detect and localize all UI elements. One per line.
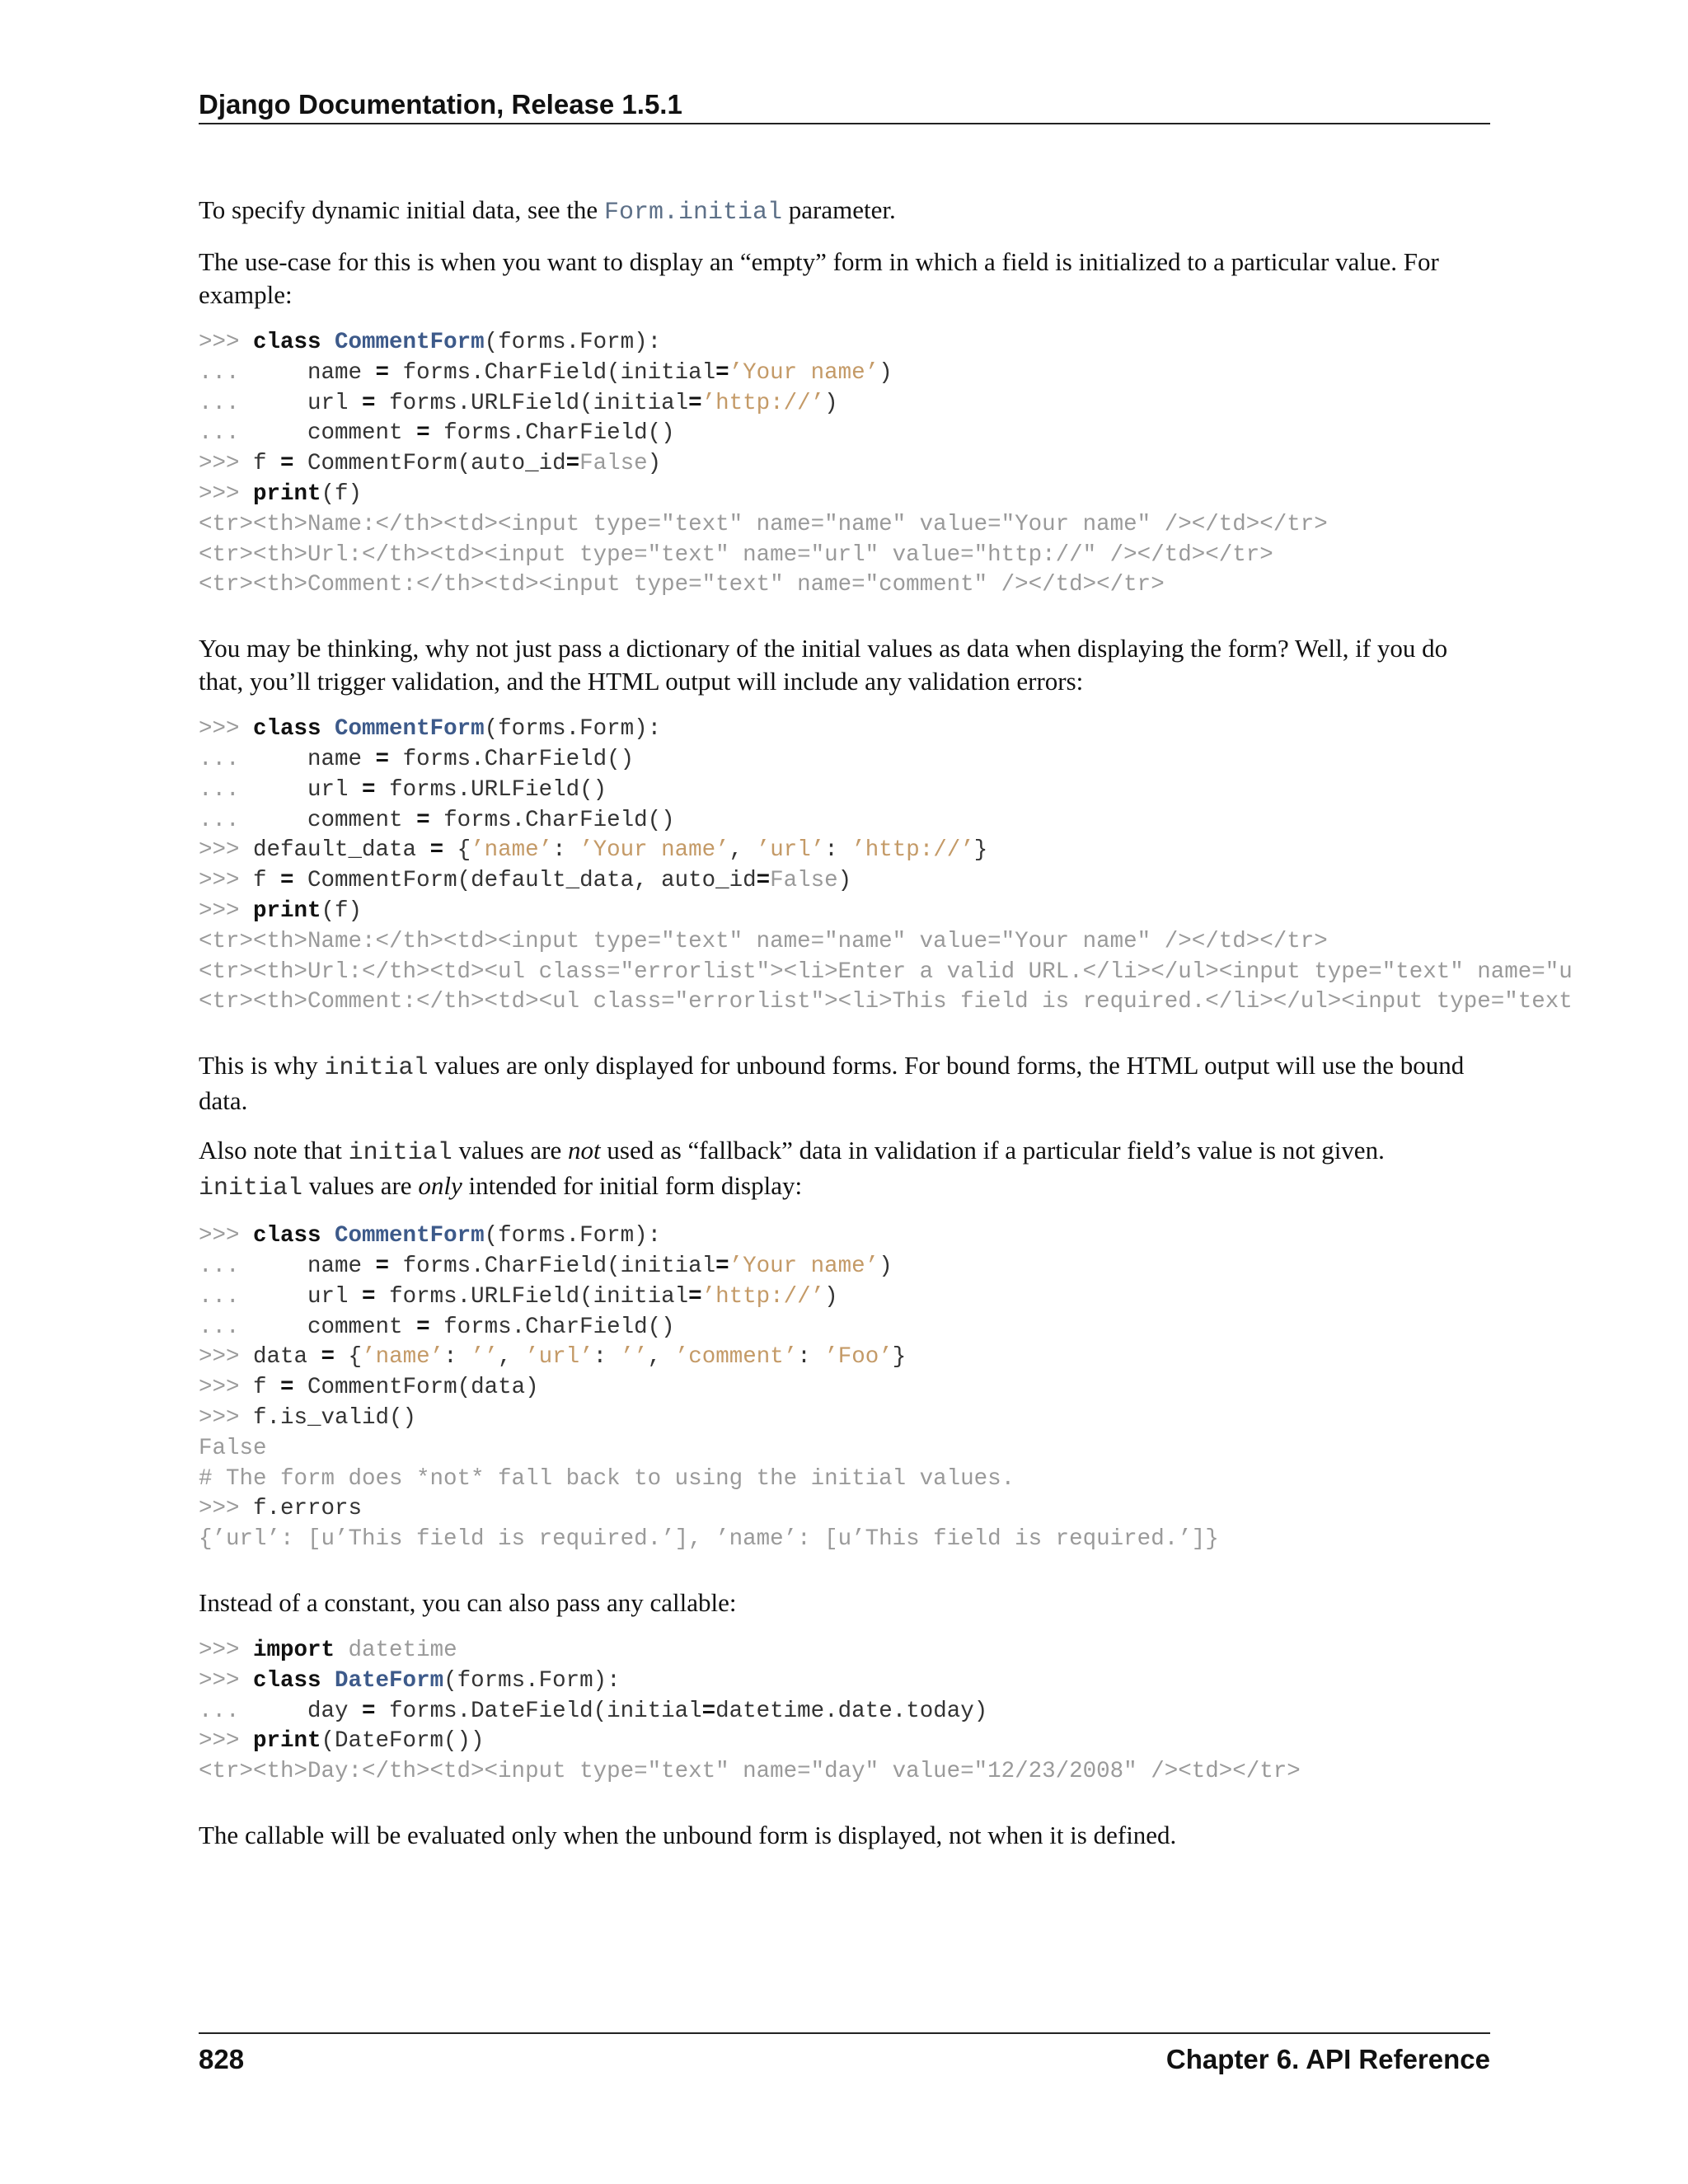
code-line <box>199 1466 1015 1492</box>
code-line <box>199 959 1573 985</box>
code-token: CommentForm(default_data, auto_id <box>293 868 757 894</box>
code-token: print <box>253 898 321 924</box>
code-token: CommentForm(auto_id <box>293 451 566 477</box>
code-token: forms.CharField(initial <box>389 359 716 386</box>
code-token: ... <box>199 776 308 803</box>
paragraph-use-case: The use-case for this is when you want to display an “empty” form in which a field is initialized to a particular value. For example: <box>199 247 1439 309</box>
code-line <box>199 777 607 803</box>
code-token: False <box>199 1435 267 1461</box>
form-initial-reference-link[interactable]: Form.initial <box>603 199 782 227</box>
code-line <box>199 898 362 924</box>
code-token: = <box>375 359 390 386</box>
code-token: comment <box>307 420 417 447</box>
paragraph-dynamic-initial <box>199 194 1490 229</box>
code-line <box>199 1223 661 1249</box>
code-token: ... <box>199 1283 308 1310</box>
code-token: { <box>335 1344 363 1371</box>
code-token: ’url’ <box>756 837 825 864</box>
code-token: ’Your name’ <box>729 359 879 386</box>
code-token: >>> <box>199 1223 254 1249</box>
code-line <box>199 1526 1219 1552</box>
code-token: { <box>443 837 471 864</box>
running-footer <box>199 2032 1490 2075</box>
emphasis-only: only <box>418 1171 462 1201</box>
code-token: comment <box>307 1314 417 1340</box>
code-line <box>199 420 675 446</box>
code-token: = <box>715 359 729 386</box>
code-token: ’’ <box>620 1344 648 1371</box>
code-token: >>> <box>199 1404 254 1431</box>
inline-code-initial: initial <box>348 1139 452 1168</box>
code-token: datetime.date.today) <box>715 1698 988 1724</box>
code-token: forms.URLField() <box>375 776 607 803</box>
code-token: name <box>307 1253 376 1279</box>
code-line <box>199 929 1328 954</box>
code-line <box>199 1375 539 1400</box>
code-token: CommentForm <box>335 716 485 743</box>
code-token: forms.URLField(initial <box>375 1283 689 1310</box>
code-token: class <box>253 1667 321 1694</box>
code-token: <tr><th>Url:</th><td><ul class="errorlist"><li>Enter a valid URL.</li></ul><input type="text" name="u <box>199 958 1573 985</box>
code-token: >>> <box>199 1496 254 1522</box>
code-token: ’http://’ <box>701 390 825 416</box>
text: intended for initial form display: <box>462 1171 803 1201</box>
code-line <box>199 1668 621 1694</box>
code-token: } <box>892 1344 907 1371</box>
code-token: >>> <box>199 868 254 894</box>
code-token: = <box>688 390 702 416</box>
chapter-title: Chapter 6. API Reference <box>1165 2044 1490 2074</box>
code-token: url <box>307 776 363 803</box>
code-token: ... <box>199 420 308 447</box>
code-token: {’url’: [u’This field is required.’], ’name’: [u’This field is required.’]} <box>199 1526 1219 1553</box>
code-token: >>> <box>199 898 254 924</box>
code-token: (f) <box>321 898 363 924</box>
code-token: default_data <box>253 837 430 864</box>
code-line <box>199 837 987 863</box>
code-token: = <box>321 1344 335 1371</box>
code-token: (DateForm()) <box>321 1728 485 1755</box>
code-token: ’url’ <box>525 1344 593 1371</box>
code-token: class <box>253 716 321 743</box>
code-block-callable-example <box>199 1636 1688 1788</box>
code-line <box>199 989 1573 1015</box>
code-token: , <box>647 1344 675 1371</box>
code-token: ... <box>199 746 308 772</box>
code-line <box>199 451 661 476</box>
code-line <box>199 1728 485 1754</box>
code-token: (f) <box>321 480 363 507</box>
code-token: forms.CharField() <box>429 807 675 833</box>
code-token: (forms.Form): <box>484 1223 662 1249</box>
code-line <box>199 572 1165 598</box>
code-token: = <box>416 420 430 447</box>
text: values are <box>302 1171 419 1201</box>
code-token: ... <box>199 1314 308 1340</box>
code-token: >>> <box>199 330 254 355</box>
code-token: <tr><th>Comment:</th><td><ul class="errorlist"><li>This field is required.</li></ul><input type="text <box>199 989 1573 1015</box>
inline-code-initial: initial <box>199 1174 303 1203</box>
page <box>199 89 1573 1868</box>
code-token: (forms.Form): <box>484 330 662 355</box>
code-token: : <box>552 837 580 864</box>
code-token: = <box>715 1253 729 1279</box>
paragraph-unbound-forms <box>199 1049 1490 1118</box>
code-token: ... <box>199 807 308 833</box>
code-token: forms.CharField(initial <box>389 1253 716 1279</box>
code-token: = <box>280 868 294 894</box>
code-token: name <box>307 746 376 772</box>
code-token <box>321 330 335 355</box>
code-line <box>199 1699 987 1724</box>
code-token: = <box>701 1698 716 1724</box>
code-line <box>199 868 851 893</box>
text: To specify dynamic initial data, see the <box>199 195 604 224</box>
code-token: : <box>443 1344 471 1371</box>
code-token: <tr><th>Url:</th><td><input type="text" name="url" value="http://" /></td></tr> <box>199 541 1273 568</box>
code-token: print <box>253 1728 321 1755</box>
code-token: print <box>253 480 321 507</box>
code-token: ’comment’ <box>674 1344 798 1371</box>
code-token: = <box>280 1375 294 1401</box>
code-line <box>199 481 362 507</box>
code-token: <tr><th>Day:</th><td><input type="text" name="day" value="12/23/2008" /><td></tr> <box>199 1759 1301 1785</box>
code-token: url <box>307 1283 363 1310</box>
code-token: >>> <box>199 716 254 743</box>
code-token: ’Your name’ <box>579 837 729 864</box>
code-line <box>199 716 661 742</box>
code-token: import <box>253 1637 335 1663</box>
code-token: class <box>253 1223 321 1249</box>
code-token: ’name’ <box>471 837 553 864</box>
code-token: forms.DateField(initial <box>375 1698 702 1724</box>
code-token: forms.CharField() <box>429 420 675 447</box>
code-token: = <box>375 1253 390 1279</box>
code-token: >>> <box>199 837 254 864</box>
code-line <box>199 542 1273 568</box>
text: values are <box>452 1136 568 1165</box>
code-token: f <box>253 868 281 894</box>
code-token: False <box>579 451 648 477</box>
code-token: ) <box>824 390 838 416</box>
code-token: forms.CharField() <box>389 746 635 772</box>
paragraph-callable: Instead of a constant, you can also pass any callable: <box>199 1587 737 1617</box>
emphasis-not: not <box>568 1136 601 1165</box>
text: parameter. <box>782 195 896 224</box>
code-token: f <box>253 451 281 477</box>
code-token: <tr><th>Name:</th><td><input type="text" name="name" value="Your name" /></td></tr> <box>199 511 1328 537</box>
code-token: >>> <box>199 1375 254 1401</box>
code-token: day <box>307 1698 363 1724</box>
code-token: = <box>756 868 771 894</box>
text: used as “fallback” data in validation if a particular field’s value is not given. <box>600 1136 1385 1165</box>
code-line <box>199 1759 1301 1784</box>
code-token: class <box>253 330 321 355</box>
code-token: ’’ <box>471 1344 499 1371</box>
code-line <box>199 1284 838 1310</box>
code-token: = <box>688 1283 702 1310</box>
code-token: comment <box>307 807 417 833</box>
code-token: >>> <box>199 451 254 477</box>
text: This is why <box>199 1051 325 1080</box>
code-token: <tr><th>Comment:</th><td><input type="text" name="comment" /></td></tr> <box>199 572 1165 598</box>
code-token: ) <box>837 868 852 894</box>
code-line <box>199 1254 893 1279</box>
code-token: = <box>280 451 294 477</box>
code-token: ’Your name’ <box>729 1253 879 1279</box>
code-block-fallback-example <box>199 1221 1688 1555</box>
code-token: ’http://’ <box>701 1283 825 1310</box>
code-token: CommentForm <box>335 1223 485 1249</box>
code-line <box>199 1344 906 1370</box>
code-token: = <box>362 1283 376 1310</box>
code-line <box>199 512 1328 537</box>
code-token: ’name’ <box>362 1344 444 1371</box>
code-token: ) <box>647 451 662 477</box>
code-token: forms.CharField() <box>429 1314 675 1340</box>
code-token: ) <box>824 1283 838 1310</box>
code-token: ... <box>199 1698 308 1724</box>
page-number: 828 <box>199 2044 245 2074</box>
code-token: ) <box>879 359 893 386</box>
code-token: ... <box>199 1253 308 1279</box>
text: values are only displayed for unbound forms. For bound forms, the HTML output will use the bound data. <box>199 1051 1465 1116</box>
code-token: f.is_valid() <box>253 1404 417 1431</box>
code-token: url <box>307 390 363 416</box>
code-token: >>> <box>199 1667 254 1694</box>
code-line <box>199 1405 416 1431</box>
paragraph-callable-evaluation: The callable will be evaluated only when the unbound form is displayed, not when it is defined. <box>199 1820 1177 1849</box>
code-token: f <box>253 1375 281 1401</box>
code-token: = <box>362 776 376 803</box>
running-header: Django Documentation, Release 1.5.1 <box>199 91 1490 124</box>
code-token: ... <box>199 390 308 416</box>
code-token: : <box>593 1344 621 1371</box>
code-line <box>199 1638 457 1663</box>
code-line <box>199 808 675 833</box>
content <box>199 194 1573 1852</box>
code-token: (forms.Form): <box>443 1667 621 1694</box>
code-token: , <box>498 1344 526 1371</box>
code-token: f.errors <box>253 1496 363 1522</box>
code-token: = <box>429 837 444 864</box>
paragraph-fallback-note <box>199 1134 1490 1205</box>
code-line <box>199 391 838 416</box>
code-token <box>321 1223 335 1249</box>
code-token: # The form does *not* fall back to using the initial values. <box>199 1465 1015 1492</box>
code-token: data <box>253 1344 321 1371</box>
code-token: CommentForm(data) <box>293 1375 539 1401</box>
code-token: : <box>797 1344 825 1371</box>
code-block-initial-example <box>199 328 1688 601</box>
code-token: , <box>729 837 757 864</box>
paragraph-validation-note: You may be thinking, why not just pass a dictionary of the initial values as data when displaying the form? Well, if you do that, you’ll trigger validation, and the HTML output will include any validation errors: <box>199 634 1448 696</box>
code-token: : <box>824 837 852 864</box>
code-token: >>> <box>199 1344 254 1371</box>
code-line <box>199 330 661 355</box>
code-token: = <box>565 451 580 477</box>
code-line <box>199 1436 267 1461</box>
code-token: CommentForm <box>335 330 485 355</box>
code-token <box>321 716 335 742</box>
code-token: <tr><th>Name:</th><td><input type="text" name="name" value="Your name" /></td></tr> <box>199 928 1328 954</box>
code-token: >>> <box>199 1728 254 1755</box>
code-token: datetime <box>335 1637 457 1663</box>
code-token: (forms.Form): <box>484 716 662 743</box>
code-block-default-data-example <box>199 715 1688 1018</box>
code-token: ... <box>199 359 308 386</box>
code-token <box>321 1668 335 1694</box>
code-token: ’http://’ <box>851 837 974 864</box>
code-token: False <box>770 868 838 894</box>
inline-code-initial: initial <box>324 1054 429 1083</box>
code-token: >>> <box>199 1637 254 1663</box>
code-token: } <box>973 837 988 864</box>
code-token: = <box>375 746 390 772</box>
code-token: = <box>362 1698 376 1724</box>
code-line <box>199 1496 362 1521</box>
code-token: = <box>416 807 430 833</box>
code-token: name <box>307 359 376 386</box>
code-token: DateForm <box>335 1667 444 1694</box>
code-token: ’Foo’ <box>824 1344 893 1371</box>
code-token: forms.URLField(initial <box>375 390 689 416</box>
code-token: = <box>362 390 376 416</box>
code-token: = <box>416 1314 430 1340</box>
code-token: >>> <box>199 480 254 507</box>
code-line <box>199 747 634 772</box>
text: Also note that <box>199 1136 349 1165</box>
code-line <box>199 360 893 386</box>
code-line <box>199 1315 675 1340</box>
code-token: ) <box>879 1253 893 1279</box>
